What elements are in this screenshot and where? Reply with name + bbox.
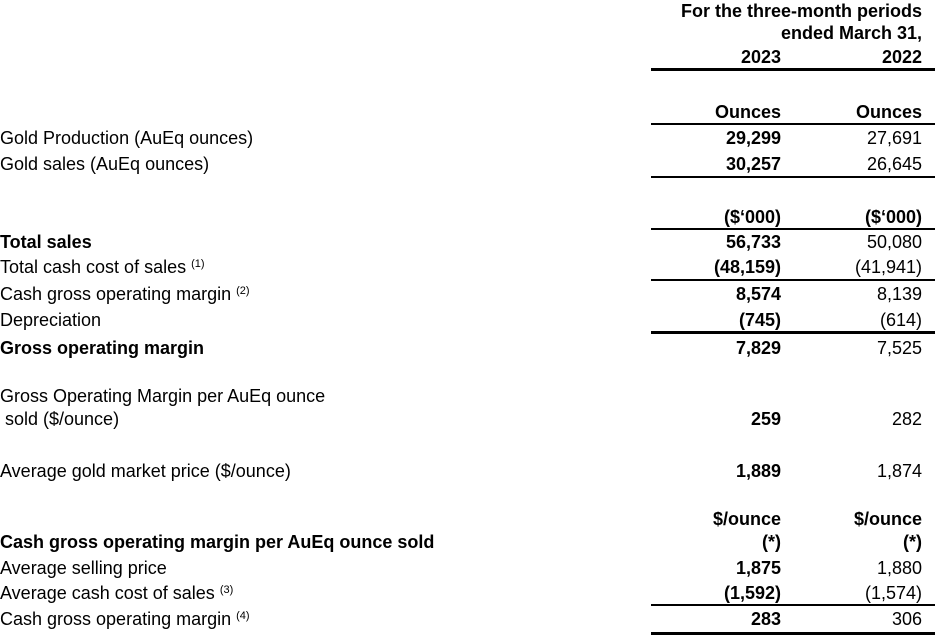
depreciation-rule (651, 331, 935, 334)
row-label-cash-gom-per-ounce: Cash gross operating margin (0, 609, 232, 629)
footnote-ref-4: (4) (236, 610, 250, 622)
average-gold-market-price-2022: 1,874 (876, 461, 922, 481)
average-selling-price-2023: 1,875 (735, 558, 781, 578)
total-sales-2022: 50,080 (866, 232, 922, 252)
footnote-ref-2: (2) (236, 285, 250, 297)
gom-per-ounce-2022: 282 (891, 409, 922, 429)
row-label-total-cash-cost: Total cash cost of sales (0, 257, 187, 277)
gross-operating-margin-2022: 7,525 (876, 338, 922, 358)
unit-ounces-2022: Ounces (855, 102, 922, 122)
ounces-bottom-rule (651, 176, 935, 178)
row-cash-gom (0, 283, 250, 305)
unit-per-ounce-2023: $/ounce (712, 509, 781, 529)
row-label-average-selling-price: Average selling price (0, 558, 167, 578)
section-title-cash-gom-per-ounce: Cash gross operating margin per AuEq ounce sold (0, 532, 435, 552)
gold-production-2022: 27,691 (866, 128, 922, 148)
column-header-2022: 2022 (881, 47, 922, 67)
unit-thousands-2022: ($‘000) (864, 207, 922, 227)
gom-per-ounce-2023: 259 (750, 409, 781, 429)
cash-gom-2023: 8,574 (735, 284, 781, 304)
row-avg-cash-cost (0, 582, 233, 604)
cash-gom-per-ounce-2022: 306 (891, 609, 922, 629)
row-label-average-gold-market-price: Average gold market price ($/ounce) (0, 461, 291, 481)
row-label-total-sales: Total sales (0, 232, 92, 252)
gold-sales-2023: 30,257 (725, 154, 781, 174)
row-label-average-cash-cost: Average cash cost of sales (0, 583, 215, 603)
ounces-unit-rule (651, 123, 935, 125)
row-label-gold-production: Gold Production (AuEq ounces) (0, 128, 254, 148)
gold-production-2023: 29,299 (725, 128, 781, 148)
row-cash-gom-per-ounce (0, 608, 250, 630)
period-heading-line2: ended March 31, (780, 23, 922, 43)
average-cash-cost-2023: (1,592) (723, 583, 781, 603)
cash-gom-2022: 8,139 (876, 284, 922, 304)
period-heading-line1: For the three-month periods (680, 1, 922, 21)
row-label-depreciation: Depreciation (0, 310, 102, 330)
column-header-2023: 2023 (740, 47, 781, 67)
gross-operating-margin-2023: 7,829 (735, 338, 781, 358)
financials-unit-rule (651, 228, 935, 230)
gold-sales-2022: 26,645 (866, 154, 922, 174)
bottom-rule (651, 632, 935, 635)
cash-gom-per-ounce-2023: 283 (750, 609, 781, 629)
header-rule (651, 68, 935, 71)
row-label-cash-gom: Cash gross operating margin (0, 284, 232, 304)
average-cash-cost-2022: (1,574) (864, 583, 922, 603)
row-label-gom-per-ounce-line1: Gross Operating Margin per AuEq ounce (0, 386, 326, 406)
avg-cash-cost-rule (651, 604, 935, 606)
unit-ounces-2023: Ounces (714, 102, 781, 122)
total-cash-cost-2022: (41,941) (854, 257, 922, 277)
cash-cost-rule (651, 279, 935, 281)
average-selling-price-2022: 1,880 (876, 558, 922, 578)
depreciation-2022: (614) (879, 310, 922, 330)
depreciation-2023: (745) (738, 310, 781, 330)
row-label-gross-operating-margin: Gross operating margin (0, 338, 205, 358)
row-label-gom-per-ounce-line2: sold ($/ounce) (0, 409, 120, 429)
unit-note-2022: (*) (903, 532, 922, 552)
total-sales-2023: 56,733 (725, 232, 781, 252)
row-label-gold-sales: Gold sales (AuEq ounces) (0, 154, 210, 174)
footnote-ref-3: (3) (219, 584, 234, 596)
footnote-ref-1: (1) (191, 258, 205, 270)
unit-note-2023: (*) (762, 532, 781, 552)
unit-per-ounce-2022: $/ounce (853, 509, 922, 529)
row-total-cash-cost (0, 256, 205, 278)
average-gold-market-price-2023: 1,889 (735, 461, 781, 481)
total-cash-cost-2023: (48,159) (713, 257, 781, 277)
unit-thousands-2023: ($‘000) (723, 207, 781, 227)
